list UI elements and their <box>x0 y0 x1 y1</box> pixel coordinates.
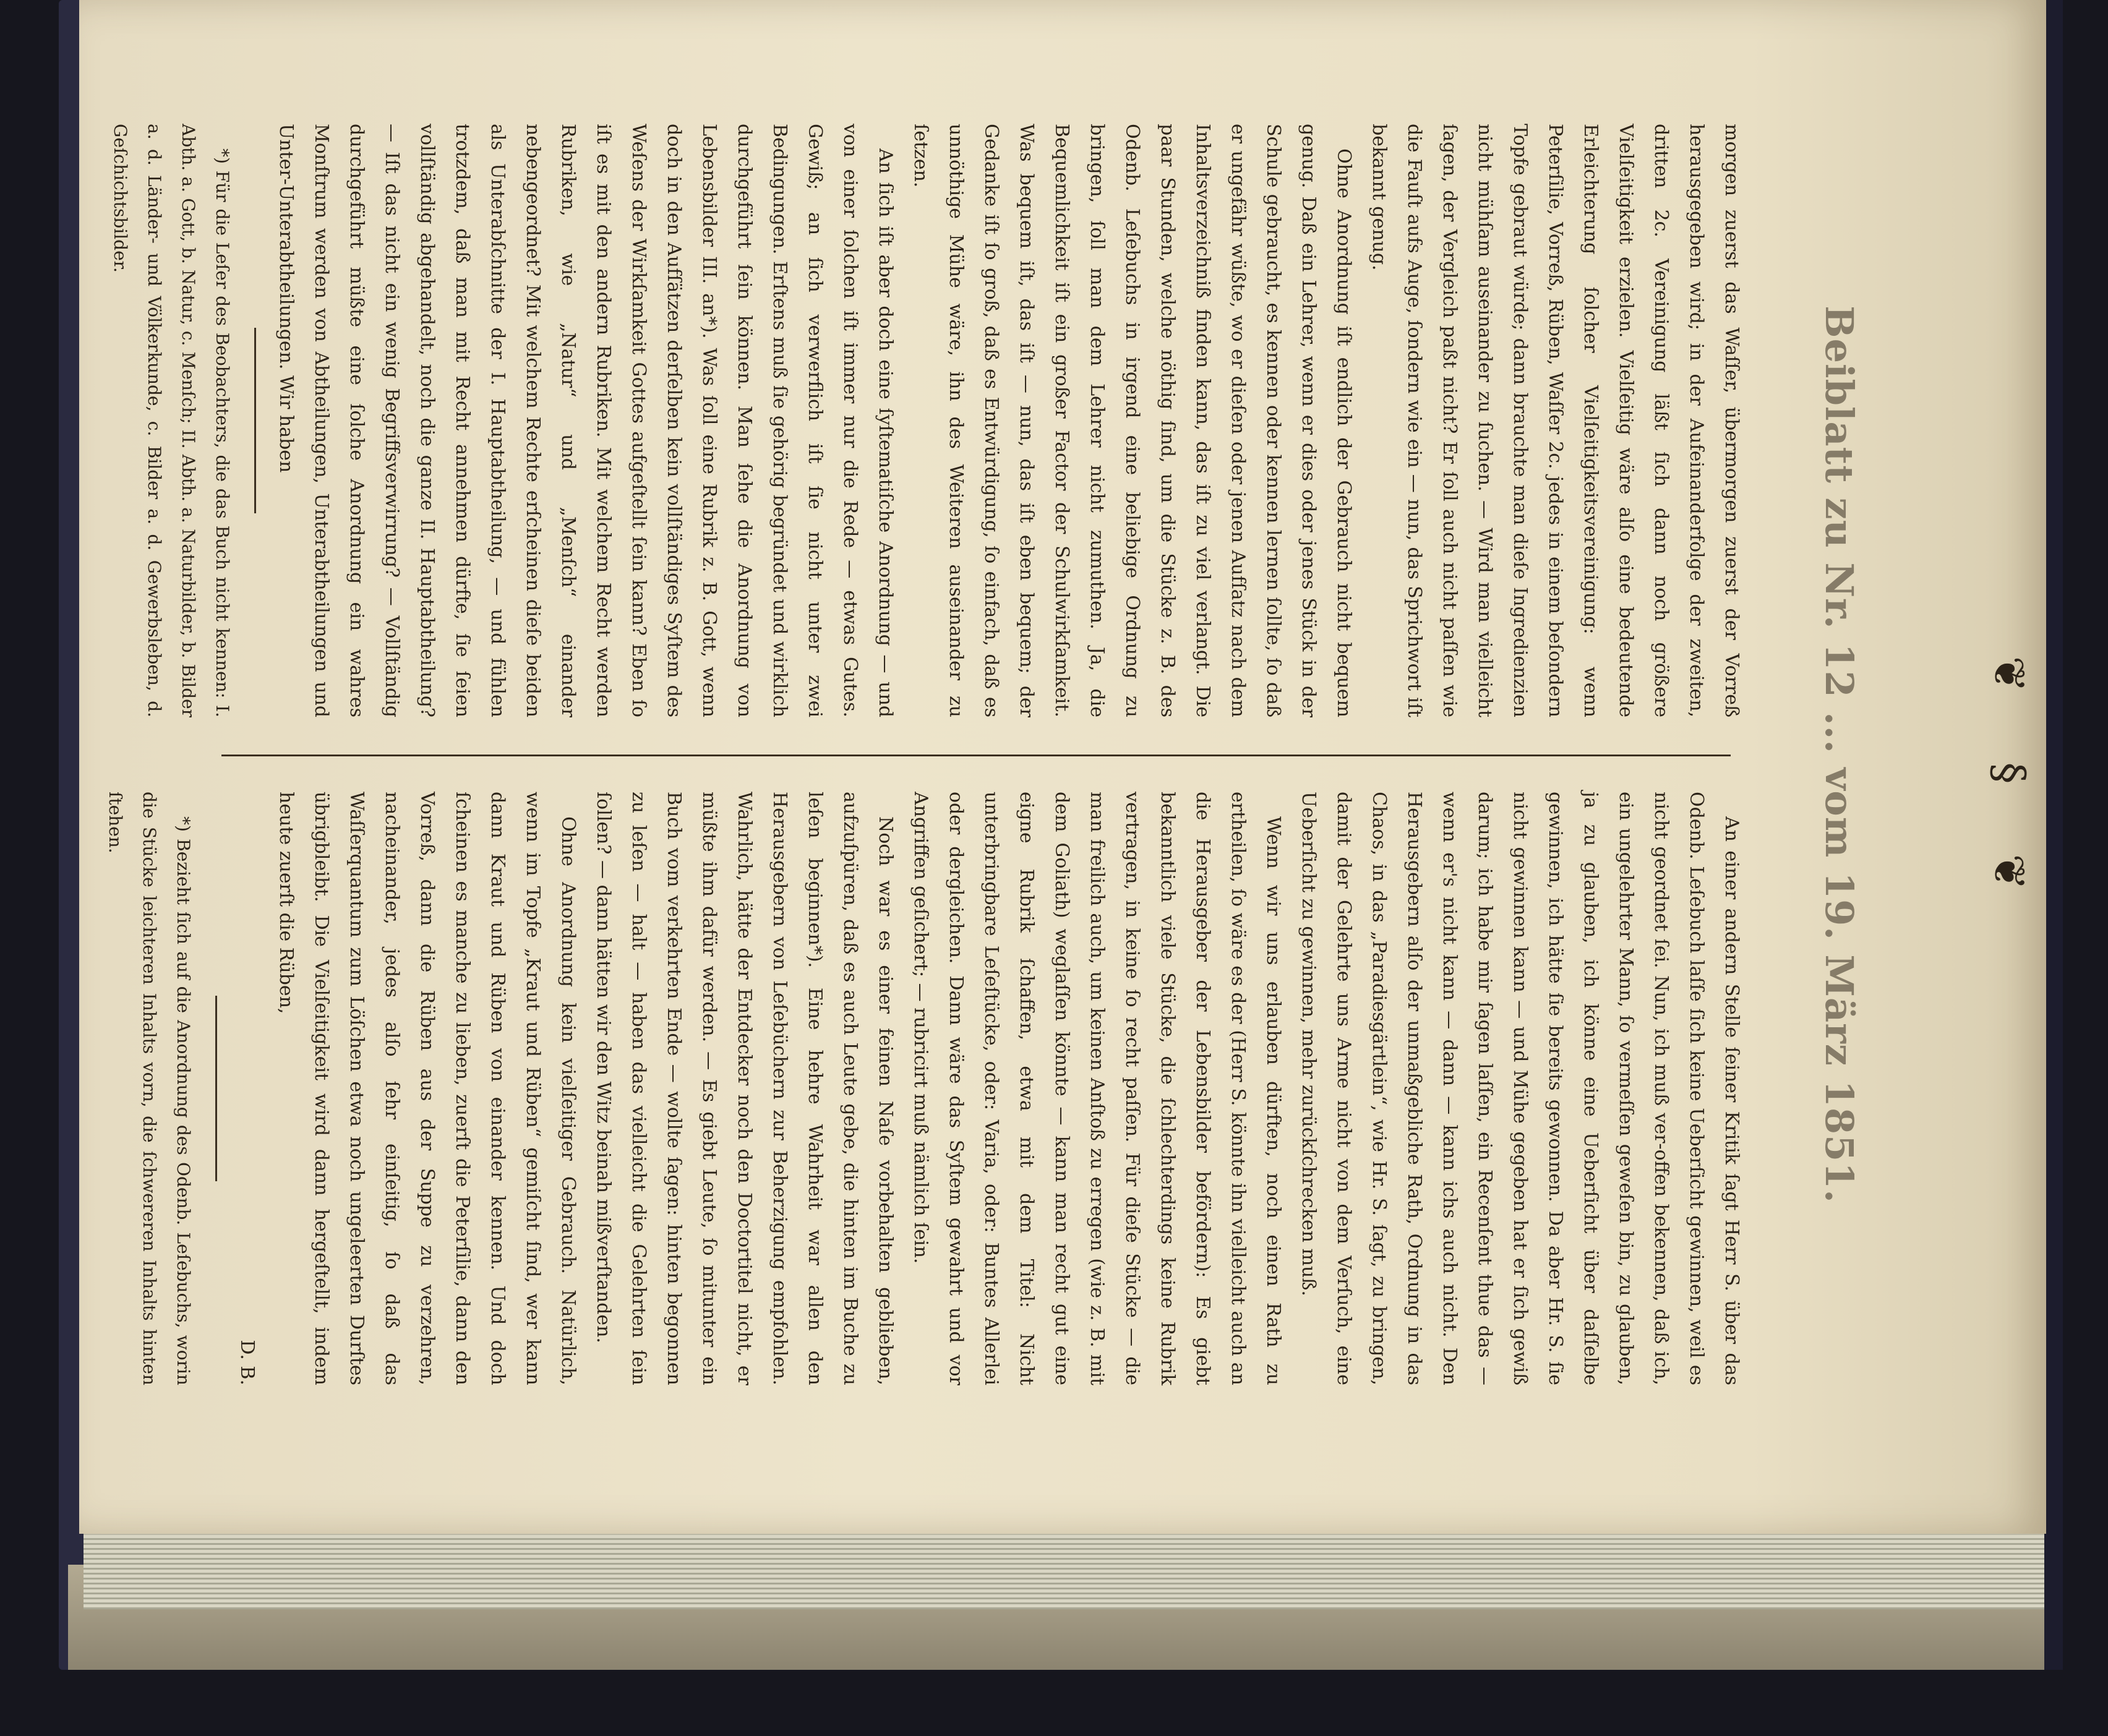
footnote: *) Bezieht ſich auf die Anordnung des Odenb. Leſebuchs, worin die Stücke leichteren Inhalts vorn, die ſchwereren Inhalts hinten ſtehen. <box>105 792 194 1385</box>
book-page <box>79 0 2046 1534</box>
ornament-fleuron-icon: ❦ <box>1984 853 2034 891</box>
paragraph: Ohne Anordnung kein vielſeitiger Gebrauch. Natürlich, wenn im Topfe „Kraut und Rüben“ gemiſcht ſind, wer kann dann Kraut und Rüben von einander kennen. Und doch ſcheinen es manche zu lieben, zuerſt die Peterſilie, dann den Vorreß, dann die Rüben aus der Suppe zu verzehren, nacheinander, jedes alſo ſehr einſeitig, ſo daß das Waſſerquantum zum Löſchen etwa noch ungeleerten Durſtes übrigbleibt. Die Vielſeitigkeit wird dann hergeſtellt, indem heute zuerſt die Rüben, <box>275 792 579 1385</box>
paragraph: Ohne Anordnung iſt endlich der Gebrauch nicht bequem genug. Daß ein Lehrer, wenn er dies oder jenes Stück in der Schule gebraucht, es kennen oder kennen lernen ſollte, ſo daß er ungefähr wüßte, wo er dieſen oder jenen Aufſatz nach dem Inhaltsverzeichniß finden kann, das iſt zu viel verlangt. Die paar Stunden, welche nöthig ſind, um die Stücke z. B. des Odenb. Leſebuchs in irgend eine beliebige Ordnung zu bringen, ſoll man dem Lehrer nicht zumuthen. Ja, die Bequemlichkeit iſt ein großer Factor der Schulwirkſamkeit. Was bequem iſt, das iſt — nun, das iſt eben bequem; der Gedanke iſt ſo groß, daß es Entwürdigung, ſo einfach, daß es unnöthige Mühe wäre, ihn des Weiteren auseinander zu ſetzen. <box>910 124 1355 717</box>
paragraph: morgen zuerst das Waſſer, übermorgen zuerst der Vorreß herausgegeben wird; in der Aufeinanderfolge der zweiten, dritten 2c. Vereinigung läßt ſich dann noch größere Vielſeitigkeit erzielen. Vielſeitig wäre alſo eine bedeutende Erleichterung ſolcher Vielſeitigkeitsvereinigung: wenn Peterſilie, Vorreß, Rüben, Waſſer 2c. jedes in einem beſondern Topfe gebraut würde; dann brauchte man dieſe Ingredienzien nicht mühſam auseinander zu ſuchen. — Wird man vielleicht ſagen, der Vergleich paßt nicht? Er ſoll auch nicht paſſen wie die Fauſt aufs Auge, ſondern wie ein — nun, das Sprichwort iſt bekannt genug. <box>1368 124 1742 717</box>
column-left <box>105 792 1749 1385</box>
paragraph: Wenn wir uns erlauben dürften, noch einen Rath zu ertheilen, ſo wäre es der (Herr S. könnte ihn vielleicht auch an die Herausgeber der Lebensbilder befördern): Es giebt bekanntlich viele Stücke, die ſchlechterdings keine Rubrik vertragen, in keine ſo recht paſſen. Für dieſe Stücke — die man freilich auch, um keinen Anſtoß zu erregen (wie z. B. mit dem Goliath) weglaſſen könnte — kann man recht gut eine eigne Rubrik ſchaffen, etwa mit dem Titel: Nicht unterbringbare Leſeſtücke, oder: Varia, oder: Buntes Allerlei oder dergleichen. Dann wäre das Syſtem gewahrt und vor Angriffen geſichert; — rubricirt muß nämlich ſein. <box>910 792 1284 1385</box>
running-head: Beiblatt zu Nr. 12 ... vom 19. März 1851. <box>1817 306 1862 1204</box>
column-divider <box>221 755 1731 756</box>
footnote-rule <box>254 328 256 513</box>
ornament-fleuron-icon: ❦ <box>1984 656 2034 693</box>
book-spine <box>2044 0 2063 1670</box>
paragraph: An ſich iſt aber doch eine ſyſtematiſche Anordnung — und von einer ſolchen iſt immer nur die Rede — etwas Gutes. Gewiß; an ſich verwerflich iſt ſie nicht unter zwei Bedingungen. Erſtens muß ſie gehörig begründet und wirklich durchgeführt ſein können. Man ſehe die Anordnung von Lebensbilder III. an*). Was ſoll eine Rubrik z. B. Gott, wenn doch in den Aufſätzen derſelben kein vollſtändiges Syſtem des Weſens der Wirkſamkeit Gottes aufgeſtellt ſein kann? Eben ſo iſt es mit den andern Rubriken. Mit welchem Recht werden Rubriken, wie „Natur“ und „Menſch“ einander nebengeordnet? Mit welchem Rechte erſcheinen dieſe beiden als Unterabſchnitte der I. Hauptabtheilung, — und fühlen trotzdem, daß man mit Recht annehmen dürfte, ſie ſeien vollſtändig abgehandelt, noch die ganze II. Hauptabtheilung? — Iſt das nicht ein wenig Begriffsverwirrung? — Vollſtändig durchgeführt müßte eine ſolche Anordnung ein wahres Monſtrum werden von Abtheilungen, Unterabtheilungen und Unter-Unterabtheilungen. Wir haben <box>275 124 896 717</box>
footnote-rule <box>215 996 217 1181</box>
paragraph: Noch war es einer feinen Naſe vorbehalten geblieben, aufzuſpüren, daß es auch Leute gebe, die hinten im Buche zu leſen beginnen*). Eine hehre Wahrheit war allen den Herausgebern von Leſebüchern zur Beherzigung empfohlen. Wahrlich, hätte der Entdecker noch den Doctortitel nicht, er müßte ihm dafür werden. — Es giebt Leute, ſo mitunter ein Buch vom verkehrten Ende — wollte ſagen: hinten begonnen zu leſen — halt — haben das vielleicht die Gelehrten ſein ſollen? — dann hätten wir den Witz beinah mißverſtanden. <box>593 792 896 1385</box>
column-right <box>110 124 1749 717</box>
ornament-section-icon: § <box>1984 762 2034 784</box>
page-block-edge <box>84 1534 2044 1609</box>
signature: D. B. <box>236 1340 258 1385</box>
footnote: *) Für die Leſer des Beobachters, die das Buch nicht kennen: I. Abth. a. Gott, b. Natur, c. Menſch; II. Abth. a. Naturbilder, b. Bilder a. d. Länder- und Völkerkunde, c. Bilder a. d. Gewerbsleben, d. Geſchichtsbilder. <box>110 124 233 717</box>
paragraph: An einer andern Stelle ſeiner Kritik ſagt Herr S. über das Odenb. Leſebuch laſſe ſich keine Ueberſicht gewinnen, weil es nicht geordnet ſei. Nun, ich muß ver-offen bekennen, daß ich, ein ungelehrter Mann, ſo vermeſſen geweſen bin, zu glauben, ja zu glauben, ich könne eine Ueberſicht über daſſelbe gewinnen, ich hätte ſie bereits gewonnen. Da aber Hr. S. ſie nicht gewinnen kann — und Mühe gegeben hat er ſich gewiß darum; ich habe mir ſagen laſſen, ein Recenſent thue das — wenn er's nicht kann — dann — kann ichs auch nicht. Den Herausgebern alſo der unmaßgebliche Rath, Ordnung in das Chaos, in das „Paradiesgärtlein“, wie Hr. S. ſagt, zu bringen, damit der Gelehrte uns Arme nicht von dem Verſuch, eine Ueberſicht zu gewinnen, mehr zurückſchrecken muß. <box>1298 792 1742 1385</box>
rotated-text-block <box>105 124 1885 1385</box>
